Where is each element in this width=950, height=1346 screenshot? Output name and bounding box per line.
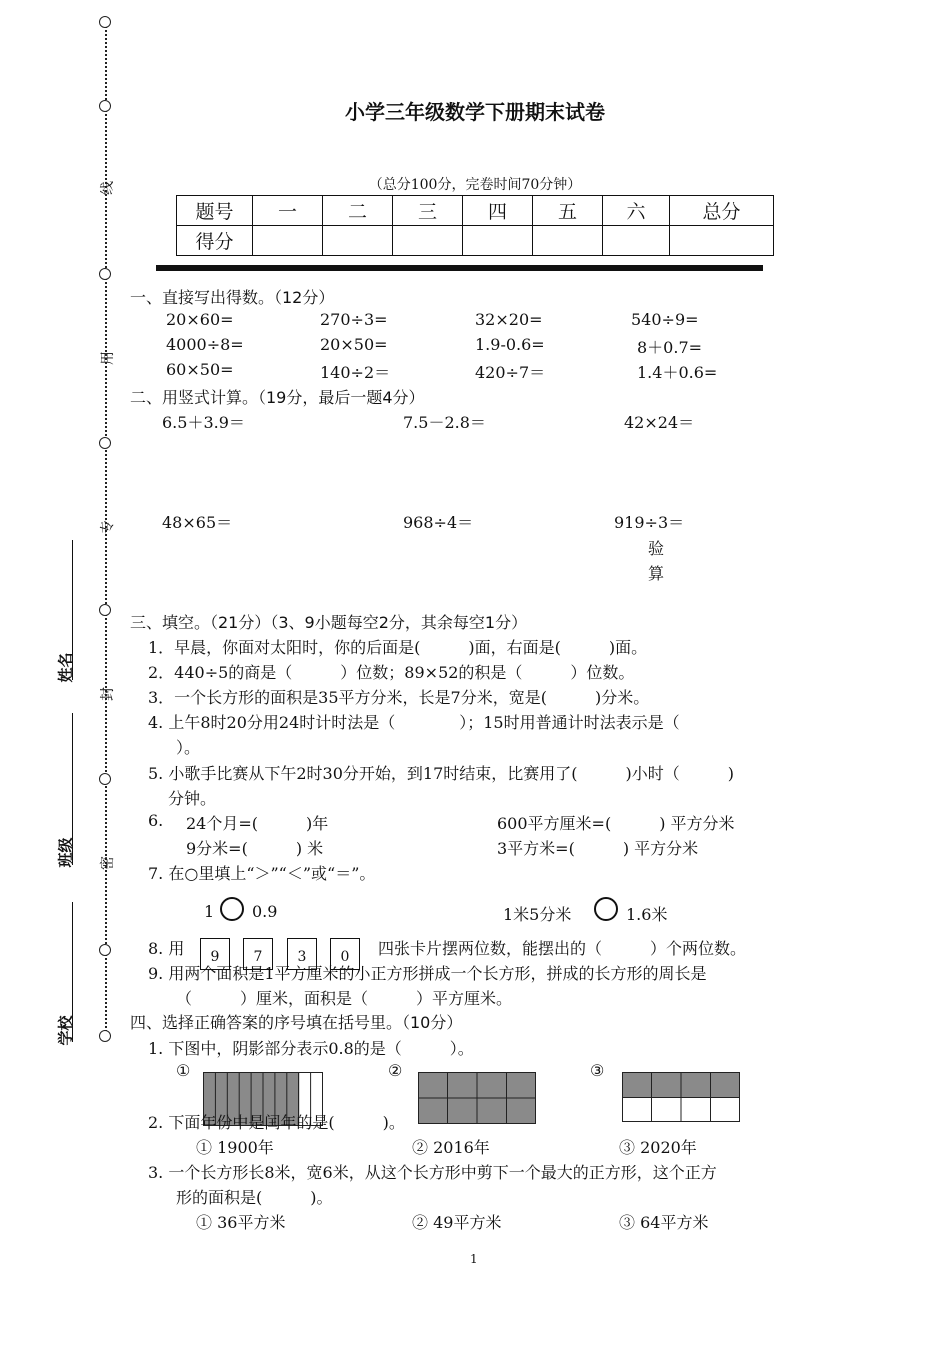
question: 2. 下面年份中是闰年的是( )。 bbox=[148, 1113, 405, 1132]
score-cell[interactable] bbox=[533, 226, 603, 256]
question: 7. 在○里填上“＞”“＜”或“＝”。 bbox=[148, 864, 376, 883]
question: 3平方米=( ) 平方分米 bbox=[497, 839, 699, 858]
problem: 48×65＝ bbox=[162, 513, 233, 532]
question: 9分米=( ) 米 bbox=[186, 839, 324, 858]
option-marker: ② bbox=[388, 1061, 403, 1080]
section-4-heading: 四、选择正确答案的序号填在括号里。（10分） bbox=[130, 1013, 463, 1032]
question: 四张卡片摆两位数，能摆出的（ ）个两位数。 bbox=[378, 939, 747, 958]
score-table-header: 六 bbox=[603, 196, 670, 226]
option: ② 2016年 bbox=[412, 1138, 490, 1157]
question-cont: 分钟。 bbox=[168, 789, 217, 808]
shaded-grid-figure bbox=[418, 1072, 536, 1124]
option: ① 36平方米 bbox=[196, 1213, 286, 1232]
problem: 32×20= bbox=[475, 310, 543, 329]
problem: 7.5－2.8＝ bbox=[403, 413, 486, 432]
compare-left: 1米5分米 bbox=[503, 905, 572, 924]
score-cell[interactable] bbox=[670, 226, 774, 256]
school-field-line bbox=[72, 902, 73, 1042]
page-number: 1 bbox=[470, 1252, 478, 1266]
seal-char: 线 bbox=[100, 181, 116, 195]
problem: 420÷7＝ bbox=[475, 363, 546, 382]
number-card: 7 bbox=[243, 938, 273, 970]
score-cell[interactable] bbox=[463, 226, 533, 256]
binding-hole bbox=[99, 1030, 111, 1042]
score-row-label: 得分 bbox=[177, 226, 253, 256]
problem: 60×50= bbox=[166, 360, 234, 379]
score-cell[interactable] bbox=[323, 226, 393, 256]
problem: 1.9-0.6= bbox=[475, 335, 545, 354]
question-cont: 形的面积是( )。 bbox=[176, 1188, 333, 1207]
problem: 919÷3＝ bbox=[614, 513, 685, 532]
question-cont: ）。 bbox=[176, 738, 201, 757]
number-card: 9 bbox=[200, 938, 230, 970]
section-2-heading: 二、用竖式计算。（19分，最后一题4分） bbox=[130, 388, 425, 407]
question-cont: （ ）厘米，面积是（ ）平方厘米。 bbox=[176, 989, 513, 1008]
question: 1. 下图中，阴影部分表示0.8的是（ ）。 bbox=[148, 1039, 474, 1058]
question: 1．早晨，你面对太阳时，你的后面是( )面，右面是( )面。 bbox=[148, 638, 648, 657]
compare-circle[interactable] bbox=[220, 897, 244, 921]
section-3-heading: 三、填空。（21分）（3、9小题每空2分，其余每空1分） bbox=[130, 613, 528, 632]
option-marker: ③ bbox=[590, 1061, 605, 1080]
question: 3．一个长方形的面积是35平方分米，长是7分米，宽是( )分米。 bbox=[148, 688, 650, 707]
check-label: 验 bbox=[648, 539, 665, 558]
binding-hole bbox=[99, 773, 111, 785]
score-cell[interactable] bbox=[603, 226, 670, 256]
option: ③ 64平方米 bbox=[619, 1213, 709, 1232]
check-label: 算 bbox=[648, 564, 665, 583]
class-field-line bbox=[72, 713, 73, 865]
school-field-label: 学校 bbox=[56, 1015, 75, 1046]
question: 4. 上午8时20分用24时计时法是（ ）；15时用普通计时法表示是（ bbox=[148, 713, 680, 732]
number-card: 0 bbox=[330, 938, 360, 970]
binding-hole bbox=[99, 944, 111, 956]
option-marker: ① bbox=[176, 1061, 191, 1080]
question: 3. 一个长方形长8米，宽6米，从这个长方形中剪下一个最大的正方形，这个正方 bbox=[148, 1163, 717, 1182]
option: ② 49平方米 bbox=[412, 1213, 502, 1232]
compare-left: 1 bbox=[204, 902, 215, 921]
compare-right: 0.9 bbox=[252, 902, 278, 921]
score-cell[interactable] bbox=[393, 226, 463, 256]
exam-info: （总分100分，完卷时间70分钟） bbox=[368, 177, 582, 193]
problem: 140÷2＝ bbox=[320, 363, 391, 382]
compare-right: 1.6米 bbox=[626, 905, 668, 924]
question: 9. 用两个面积是1平方厘米的小正方形拼成一个长方形，拼成的长方形的周长是 bbox=[148, 964, 707, 983]
problem: 20×50= bbox=[320, 335, 388, 354]
section-1-heading: 一、直接写出得数。（12分） bbox=[130, 288, 335, 307]
problem: 42×24＝ bbox=[624, 413, 695, 432]
score-table-header: 二 bbox=[323, 196, 393, 226]
score-table-header: 三 bbox=[393, 196, 463, 226]
question: 600平方厘米=( ) 平方分米 bbox=[497, 814, 735, 833]
binding-hole bbox=[99, 268, 111, 280]
problem: 270÷3= bbox=[320, 310, 388, 329]
question-number: 6. bbox=[148, 811, 164, 830]
compare-circle[interactable] bbox=[594, 897, 618, 921]
score-table-header: 一 bbox=[253, 196, 323, 226]
score-table bbox=[176, 195, 774, 256]
header-divider bbox=[156, 265, 763, 271]
problem: 8＋0.7= bbox=[637, 338, 703, 357]
problem: 968÷4＝ bbox=[403, 513, 474, 532]
problem: 6.5＋3.9＝ bbox=[162, 413, 245, 432]
problem: 1.4＋0.6= bbox=[637, 363, 718, 382]
score-table-header: 总分 bbox=[670, 196, 774, 226]
name-field-label: 姓名 bbox=[56, 652, 75, 683]
page-title: 小学三年级数学下册期末试卷 bbox=[345, 100, 605, 124]
problem: 4000÷8= bbox=[166, 335, 244, 354]
score-table-header: 四 bbox=[463, 196, 533, 226]
option: ① 1900年 bbox=[196, 1138, 274, 1157]
problem: 540÷9= bbox=[631, 310, 699, 329]
seal-char: 密 bbox=[100, 856, 116, 870]
number-card: 3 bbox=[287, 938, 317, 970]
class-field-label: 班级 bbox=[56, 837, 75, 868]
option: ③ 2020年 bbox=[619, 1138, 697, 1157]
score-table-header: 题号 bbox=[177, 196, 253, 226]
name-field-line bbox=[72, 540, 73, 680]
binding-hole bbox=[99, 16, 111, 28]
binding-hole bbox=[99, 437, 111, 449]
problem: 20×60= bbox=[166, 310, 234, 329]
seal-char: 用 bbox=[100, 351, 116, 365]
seal-char: 封 bbox=[100, 687, 116, 701]
binding-hole bbox=[99, 604, 111, 616]
half-shaded-grid-figure bbox=[622, 1072, 740, 1122]
question: 5. 小歌手比赛从下午2时30分开始，到17时结束，比赛用了( )小时（ ) bbox=[148, 764, 734, 783]
question: 8. 用 bbox=[148, 939, 185, 958]
score-cell[interactable] bbox=[253, 226, 323, 256]
question: 2．440÷5的商是（ ）位数；89×52的积是（ ）位数。 bbox=[148, 663, 635, 682]
question: 24个月=( )年 bbox=[186, 814, 329, 833]
score-table-header: 五 bbox=[533, 196, 603, 226]
seal-char: 专 bbox=[100, 520, 116, 534]
